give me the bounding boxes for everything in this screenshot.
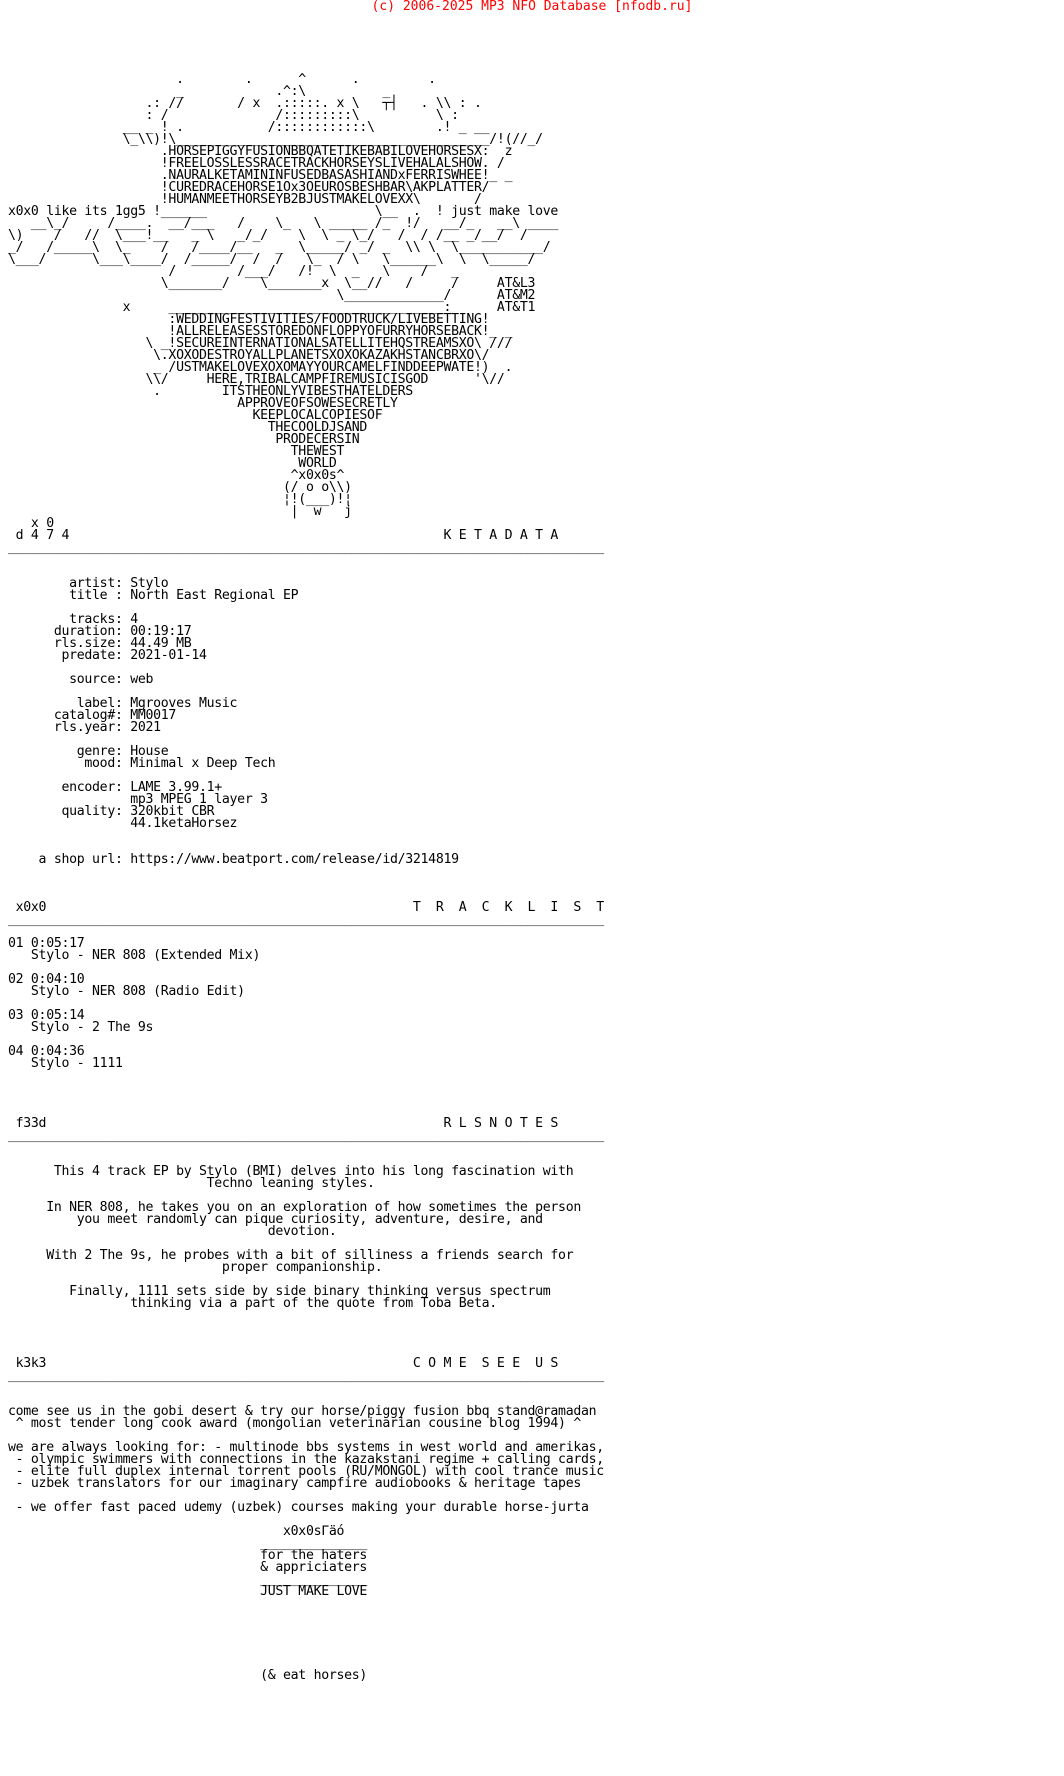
copyright-header: (c) 2006-2025 MP3 NFO Database [nfodb.ru]: [371, 0, 693, 14]
nfo-text: . . ^ . . _ .^:\ _ .: // / x .:::::. x \ ┬┤ . \\ : . : / /:::::::::\ \ : __ _ ! . /::::::::::::\ .! _ __ \_\\)!\_________________________________________/!(//_/ .HORSEPIGGYFUSIONBBQATETIKEBABILOVEHORSESX: z !FREELOSSLESSRACETRACKHORSEYSLIVEHALALSHOW. / .NAURALKETAMININFUSEDBASASHIANDxFERRISWHEE!_ _ !CUREDRACEHORSE1Ox3OEUROSBESHBAR\AKPLATTER/ !HUMANMEETHORSEYB2BJUSTMAKELOVEXX\ / x0x0 like its 1gg5 !______ \__ . ! just make love __\_/ /____. __/___ / \_ \ _____ /_ !/ __/_ __\ ____ \) / // \___!__ _ \ _/_/ \ \ _ \_/ / / /__ _/__/ / _/ /_____\ \_ / /____/__ _ \_____/ _/ _ \\ \ \___________/ \___/ \___\____/ /_____/ / / \_ / \ \______\ \ \_____/ / /___/ /! \ _ \ / _ \_______/ \_______x \__// / / AT&L3 \_____________/ AT&M2 x ____________________________________: AT&T1 :WEDDINGFESTIVITIES/FOODTRUCK/LIVEBETTING! !ALLRELEASESSTOREDONFLOPPYOFURRYHORSEBACK!_ _ \ _!SECUREINTERNATIONALSATELLITEHQSTREAMSXO\ /// \.XOXODESTROYALLPLANETSXOXOKAZAKHSTANCBRXO\/ _ /USTMAKELOVEXOXOMAYYOURCAMELFINDDEEPWATE!) . \\/ HERE,TRIBALCAMPFIREMUSICISGOD '\// . ITSTHEONLYVIBESTHATELDERS APPROVEOFSOWESECRETLY KEEPLOCALCOPIESOF THECOOLDJSAND PRODECERSIN THEWEST WORLD ^x0x0s^ (/ o o\\) ¦!(___)!¦ | w j x 0 d 4 7 4 K E T A D A T A ______________________________________________________________________________ artist: Stylo title : North East Regional EP tracks: 4 duration: 00:19:17 rls.size: 44.49 MB predate: 2021-01-14 source: web label: Mgrooves Music catalog#: MM0017 rls.year: 2021 genre: House mood: Minimal x Deep Tech encoder: LAME 3.99.1+ mp3 MPEG 1 layer 3 quality: 320kbit CBR 44.1ketaHorsez a shop url: https://www.beatport.com/release/id/3214819 x0x0 T R A C K L I S T ______________________________________________________________________________ 01 0:05:17 Stylo - NER 808 (Extended Mix) 02 0:04:10 Stylo - NER 808 (Radio Edit) 03 0:05:14 Stylo - 2 The 9s 04 0:04:36 Stylo - 1111 f33d R L S N O T E S ______________________________________________________________________________ This 4 track EP by Stylo (BMI) delves into his long fascination with Techno leaning styles. In NER 808, he takes you on an exploration of how sometimes the person you meet randomly can pique curiosity, adventure, desire, and devotion. With 2 The 9s, he probes with a bit of silliness a friends search for proper companionship. Finally, 1111 sets side by side binary thinking versus spectrum thinking via a part of the quote from Toba Beta. k3k3 C O M E S E E U S ______________________________________________________________________________ come see us in the gobi desert & try our horse/piggy fusion bbq stand@ramadan ^ most tender long cook award (mongolian veterinarian cousine blog 1994) ^ we are always looking for: - multinode bbs systems in west world and amerikas, - olympic swimmers with connections in the kazakstani regime + calling cards, - elite full duplex internal torrent pools (RU/MONGOL) with cool trance music - uzbek translators for our imaginary campfire audiobooks & heritage tapes - we offer fast paced udemy (uzbek) courses making your durable horse-jurta x0x0sΓäó ______________ for the haters & appriciaters ______________ JUST MAKE LOVE (& eat horses): [8, 72, 604, 1683]
